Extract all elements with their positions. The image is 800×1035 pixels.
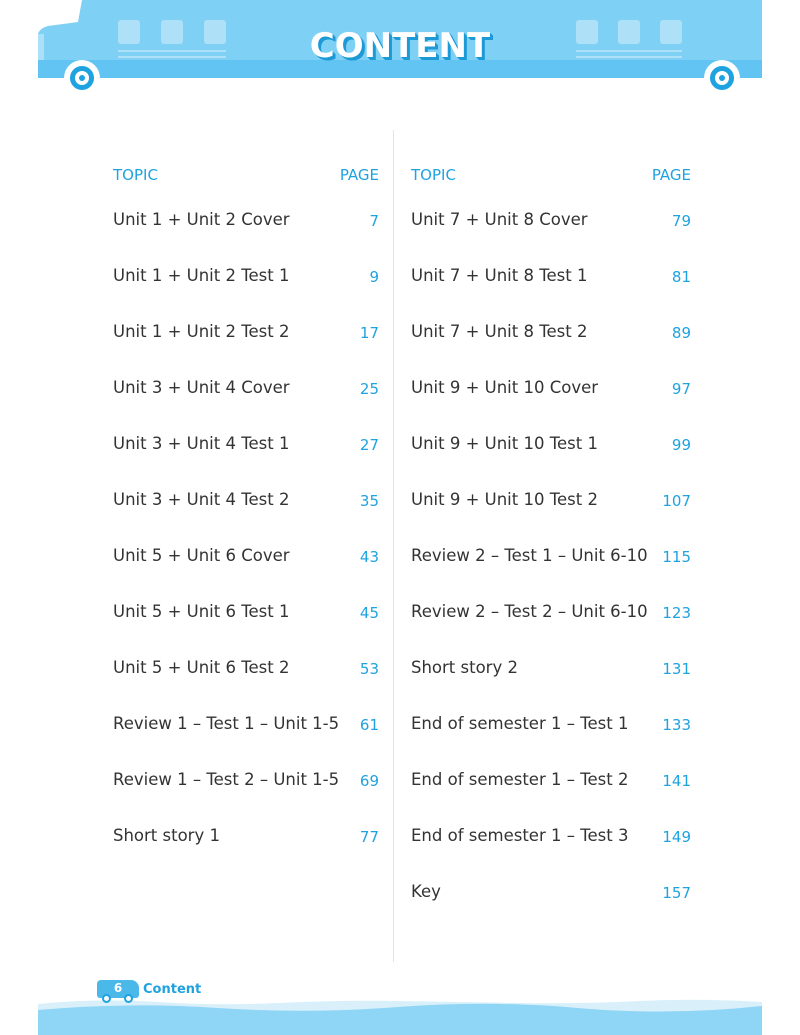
toc-page-number: 97 — [671, 380, 691, 398]
toc-row — [113, 657, 379, 713]
toc-list — [411, 209, 691, 937]
toc-topic: Key — [411, 882, 441, 901]
toc-page-number: 81 — [671, 268, 691, 286]
toc-row — [411, 433, 691, 489]
toc-page-number: 107 — [662, 492, 691, 510]
page-header: PAGE — [651, 166, 691, 184]
footer-bus-icon — [97, 980, 139, 1004]
toc-row — [113, 825, 379, 881]
toc-page-number: 89 — [671, 324, 691, 342]
toc-topic: Review 1 – Test 2 – Unit 1-5 — [113, 770, 340, 789]
toc-topic: End of semester 1 – Test 2 — [411, 770, 629, 789]
toc-row — [113, 209, 379, 265]
toc-row — [411, 601, 691, 657]
toc-page-number: 61 — [359, 716, 379, 734]
toc-page-number: 45 — [359, 604, 379, 622]
toc-page-number: 7 — [369, 212, 379, 230]
toc-page-number: 133 — [662, 716, 691, 734]
header-bus-banner — [38, 0, 762, 80]
toc-topic: Unit 1 + Unit 2 Test 2 — [113, 322, 290, 341]
toc-row — [113, 489, 379, 545]
page-title: CONTENT — [309, 26, 491, 66]
toc-page-number: 157 — [662, 884, 691, 902]
toc-topic: Unit 3 + Unit 4 Test 2 — [113, 490, 290, 509]
toc-topic: Review 1 – Test 1 – Unit 1-5 — [113, 714, 340, 733]
toc-topic: Unit 5 + Unit 6 Test 1 — [113, 602, 290, 621]
toc-header — [411, 160, 691, 190]
toc-page-number: 123 — [662, 604, 691, 622]
toc-topic: Review 2 – Test 1 – Unit 6-10 — [411, 546, 648, 565]
toc-page-number: 115 — [662, 548, 691, 566]
toc-page-number: 53 — [359, 660, 379, 678]
toc-topic: Unit 5 + Unit 6 Cover — [113, 546, 290, 565]
toc-column-left — [113, 160, 379, 846]
toc-list — [113, 209, 379, 881]
toc-row — [113, 265, 379, 321]
toc-page-number: 77 — [359, 828, 379, 846]
wheel-icon — [70, 66, 94, 90]
toc-topic: Unit 9 + Unit 10 Test 1 — [411, 434, 598, 453]
toc-page-number: 141 — [662, 772, 691, 790]
toc-row — [411, 377, 691, 433]
toc-page-number: 17 — [359, 324, 379, 342]
toc-row — [113, 433, 379, 489]
toc-row — [411, 825, 691, 881]
toc-topic: Unit 1 + Unit 2 Test 1 — [113, 266, 290, 285]
toc-page-number: 43 — [359, 548, 379, 566]
toc-topic: Unit 9 + Unit 10 Cover — [411, 378, 599, 397]
toc-row — [411, 657, 691, 713]
toc-topic: Short story 2 — [411, 658, 518, 677]
toc-topic: Unit 5 + Unit 6 Test 2 — [113, 658, 290, 677]
page-header: PAGE — [339, 166, 379, 184]
toc-page-number: 25 — [359, 380, 379, 398]
toc-topic: Unit 9 + Unit 10 Test 2 — [411, 490, 598, 509]
footer-label: Content — [143, 982, 202, 997]
column-divider — [393, 130, 394, 962]
toc-row — [411, 321, 691, 377]
toc-row — [113, 601, 379, 657]
toc-page-number: 149 — [662, 828, 691, 846]
toc-row — [113, 545, 379, 601]
toc-row — [113, 377, 379, 433]
toc-page-number: 79 — [671, 212, 691, 230]
toc-row — [113, 769, 379, 825]
toc-page-number: 99 — [671, 436, 691, 454]
toc-topic: Short story 1 — [113, 826, 220, 845]
toc-row — [411, 713, 691, 769]
toc-topic: Unit 7 + Unit 8 Test 1 — [411, 266, 588, 285]
toc-row — [113, 321, 379, 377]
toc-row — [113, 713, 379, 769]
toc-topic: End of semester 1 – Test 1 — [411, 714, 629, 733]
toc-topic: Unit 7 + Unit 8 Test 2 — [411, 322, 588, 341]
toc-row — [411, 489, 691, 545]
toc-page-number: 9 — [369, 268, 379, 286]
toc-page-number: 35 — [359, 492, 379, 510]
toc-row — [411, 265, 691, 321]
toc-topic: Unit 1 + Unit 2 Cover — [113, 210, 290, 229]
toc-column-right — [411, 160, 691, 902]
toc-page-number: 69 — [359, 772, 379, 790]
toc-header — [113, 160, 379, 190]
toc-topic: End of semester 1 – Test 3 — [411, 826, 629, 845]
wheel-icon — [102, 994, 111, 1003]
toc-row — [411, 545, 691, 601]
wheel-icon — [124, 994, 133, 1003]
toc-row — [411, 881, 691, 937]
toc-row — [411, 769, 691, 825]
toc-topic: Unit 3 + Unit 4 Cover — [113, 378, 290, 397]
toc-topic: Review 2 – Test 2 – Unit 6-10 — [411, 602, 648, 621]
wheel-icon — [710, 66, 734, 90]
page-number: 6 — [113, 981, 123, 995]
toc-page-number: 131 — [662, 660, 691, 678]
topic-header: TOPIC — [411, 166, 456, 184]
toc-row — [411, 209, 691, 265]
toc-topic: Unit 3 + Unit 4 Test 1 — [113, 434, 290, 453]
topic-header: TOPIC — [113, 166, 158, 184]
toc-topic: Unit 7 + Unit 8 Cover — [411, 210, 588, 229]
toc-page-number: 27 — [359, 436, 379, 454]
footer-wave — [38, 996, 762, 1035]
